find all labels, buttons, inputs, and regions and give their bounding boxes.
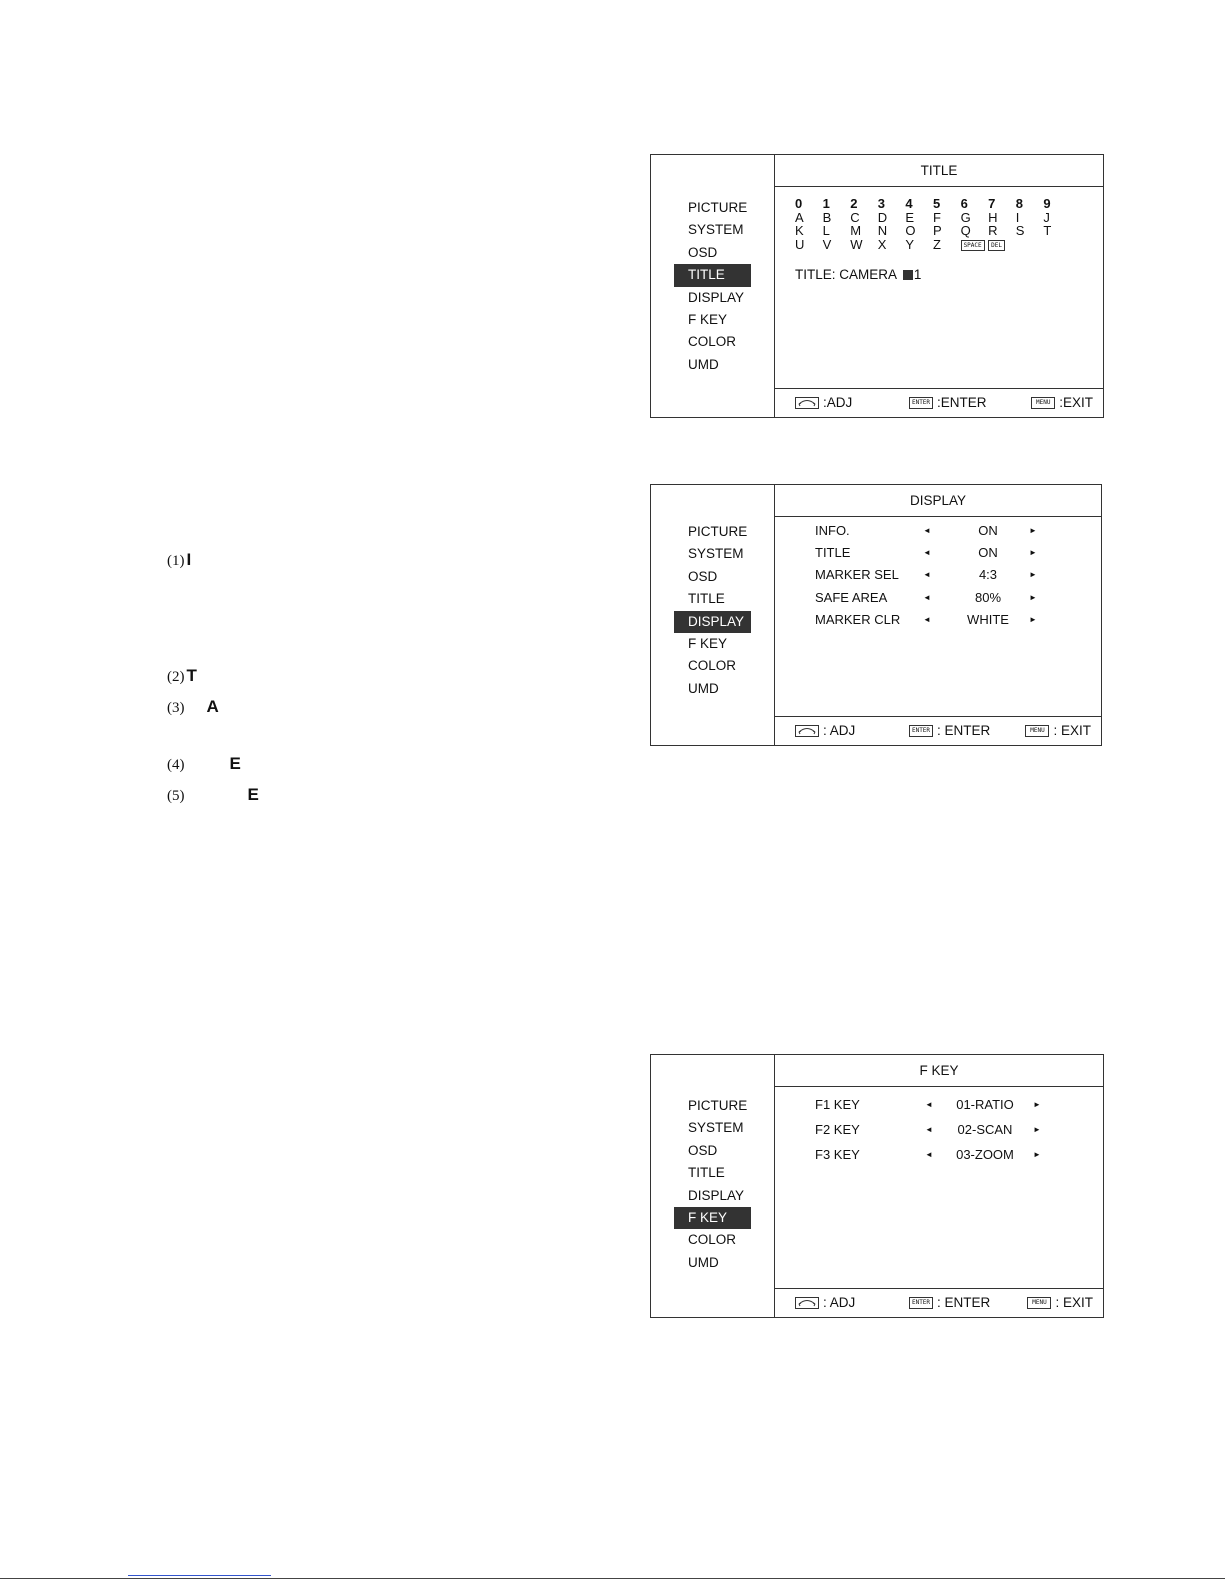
char-key[interactable]: 6 — [960, 196, 968, 211]
char-key[interactable]: K — [795, 223, 804, 238]
menu-item-umd[interactable]: UMD — [688, 680, 719, 696]
right-arrow-icon[interactable]: ► — [1029, 592, 1037, 602]
char-key[interactable]: H — [988, 209, 998, 225]
footer-link-underline — [128, 1575, 271, 1576]
char-key[interactable]: F — [932, 209, 941, 225]
char-key[interactable]: D — [877, 209, 888, 225]
char-key[interactable]: N — [877, 223, 888, 238]
setting-value: 80% — [974, 589, 1002, 605]
list-item-2 — [167, 666, 197, 686]
char-row-digits — [795, 197, 1071, 211]
char-key[interactable]: 1 — [822, 196, 830, 211]
footer-exit-label: : EXIT — [1055, 1295, 1093, 1310]
title-entry-label: TITLE: — [795, 267, 836, 282]
settings-list — [775, 1097, 1103, 1172]
menu-item-fkey[interactable]: F KEY — [688, 311, 728, 327]
char-key[interactable]: C — [850, 209, 860, 225]
osd-footer — [775, 716, 1101, 745]
char-key[interactable]: 2 — [850, 196, 858, 211]
menu-item-fkey[interactable]: F KEY — [674, 1207, 751, 1229]
menu-item-display[interactable]: DISPLAY — [688, 1187, 745, 1203]
setting-row-safe-area[interactable] — [775, 590, 1101, 612]
char-key[interactable]: L — [822, 223, 830, 238]
char-key[interactable]: 9 — [1043, 196, 1051, 211]
char-key[interactable]: A — [795, 209, 804, 225]
setting-value: ON — [978, 523, 998, 538]
menu-item-display[interactable]: DISPLAY — [688, 289, 745, 305]
menu-key-icon: MENU — [1031, 397, 1055, 409]
setting-label: F3 KEY — [815, 1147, 860, 1162]
osd-side-menu — [674, 197, 751, 376]
footer-enter — [909, 395, 987, 410]
list-lead-letter: T — [186, 666, 197, 685]
panel-title: DISPLAY — [775, 485, 1101, 517]
char-key[interactable]: 8 — [1015, 196, 1023, 211]
char-row-u-z — [795, 238, 1071, 252]
char-key[interactable]: M — [850, 223, 862, 238]
setting-label: F2 KEY — [815, 1122, 860, 1137]
right-arrow-icon[interactable]: ► — [1029, 614, 1037, 624]
osd-sidebar — [651, 1055, 775, 1317]
setting-value: ON — [978, 545, 998, 561]
right-arrow-icon[interactable]: ► — [1029, 570, 1037, 580]
list-number: (5) — [167, 788, 185, 804]
footer-adjust — [795, 723, 855, 738]
enter-key-icon: ENTER — [909, 397, 933, 409]
panel-title: TITLE — [775, 155, 1103, 187]
menu-item-title[interactable]: TITLE — [688, 591, 725, 607]
menu-item-system[interactable]: SYSTEM — [688, 222, 744, 238]
footer-exit — [1031, 395, 1093, 410]
setting-row-title[interactable] — [775, 545, 1101, 567]
char-key[interactable]: S — [1015, 223, 1025, 238]
menu-item-picture[interactable]: PICTURE — [688, 1098, 748, 1113]
menu-item-osd[interactable]: OSD — [688, 568, 718, 584]
setting-row-f3-key[interactable] — [775, 1147, 1103, 1172]
osd-footer — [775, 1288, 1103, 1317]
space-key-label: SPACE — [961, 240, 985, 251]
footer-enter-label: : ENTER — [937, 723, 991, 738]
char-key[interactable]: V — [822, 236, 832, 252]
osd-sidebar — [651, 485, 775, 745]
list-item-1 — [167, 550, 191, 570]
footer-adjust — [795, 1295, 855, 1310]
footer-adjust-label: :ADJ — [823, 395, 853, 410]
footer-exit-label: :EXIT — [1059, 395, 1093, 410]
delete-key-label: DEL — [988, 240, 1005, 251]
left-arrow-icon[interactable]: ◄ — [923, 614, 931, 624]
list-lead-letter: E — [229, 754, 241, 773]
space-key[interactable] — [961, 238, 989, 252]
settings-list — [775, 523, 1101, 634]
menu-item-color[interactable]: COLOR — [688, 1232, 737, 1248]
menu-item-title[interactable]: TITLE — [688, 1165, 725, 1181]
left-arrow-icon[interactable]: ◄ — [925, 1100, 933, 1109]
char-key[interactable]: I — [1015, 209, 1020, 225]
char-key[interactable]: T — [1043, 223, 1052, 238]
char-key[interactable]: 7 — [988, 196, 996, 211]
adjust-knob-icon — [795, 1297, 819, 1309]
char-row-a-j — [795, 211, 1071, 225]
list-lead-letter: I — [186, 550, 192, 569]
right-arrow-icon[interactable]: ► — [1033, 1125, 1041, 1134]
char-key[interactable]: Y — [905, 236, 915, 252]
title-entry-line — [795, 267, 921, 282]
footer-adjust-label: : ADJ — [823, 1295, 856, 1310]
setting-row-marker-clr[interactable] — [775, 612, 1101, 634]
list-lead-letter: E — [247, 785, 259, 804]
char-key[interactable]: R — [988, 223, 998, 238]
char-key[interactable]: U — [795, 236, 805, 252]
menu-item-umd[interactable]: UMD — [688, 1254, 719, 1270]
menu-item-system[interactable]: SYSTEM — [688, 1120, 744, 1136]
osd-side-menu — [674, 1095, 751, 1274]
setting-value: 4:3 — [978, 567, 998, 583]
menu-item-osd[interactable]: OSD — [688, 1142, 718, 1158]
title-entry-suffix: 1 — [913, 267, 922, 282]
osd-display-screen — [650, 484, 1102, 746]
char-key[interactable]: 4 — [905, 196, 913, 211]
setting-row-f1-key[interactable] — [775, 1097, 1103, 1122]
char-key[interactable]: W — [850, 236, 863, 252]
char-key[interactable]: Q — [960, 223, 971, 238]
char-key[interactable]: X — [877, 236, 887, 252]
enter-key-icon: ENTER — [909, 1297, 933, 1309]
char-key[interactable]: E — [905, 209, 915, 225]
delete-key[interactable] — [988, 238, 1016, 252]
list-number: (1) — [167, 553, 185, 569]
footer-exit — [1025, 723, 1091, 738]
menu-item-osd[interactable]: OSD — [688, 244, 718, 260]
setting-label: SAFE AREA — [815, 589, 888, 605]
left-arrow-icon[interactable]: ◄ — [923, 548, 931, 558]
right-arrow-icon[interactable]: ► — [1033, 1100, 1041, 1109]
setting-label: INFO. — [815, 523, 850, 538]
setting-label: MARKER SEL — [815, 567, 899, 583]
setting-value: WHITE — [967, 611, 1009, 627]
setting-value: 03-ZOOM — [956, 1147, 1014, 1162]
char-key[interactable]: 3 — [877, 196, 886, 211]
list-number: (4) — [167, 757, 185, 773]
adjust-knob-icon — [795, 725, 819, 737]
osd-main-panel — [775, 1055, 1103, 1317]
setting-row-marker-sel[interactable] — [775, 567, 1101, 589]
osd-main-panel — [775, 155, 1103, 417]
menu-item-system[interactable]: SYSTEM — [688, 546, 744, 562]
setting-label: TITLE — [815, 545, 851, 561]
menu-item-picture[interactable]: PICTURE — [688, 200, 748, 215]
footer-enter-label: :ENTER — [937, 395, 987, 410]
setting-row-f2-key[interactable] — [775, 1122, 1103, 1147]
char-key[interactable]: G — [960, 209, 971, 225]
text-cursor-icon — [903, 270, 913, 280]
left-arrow-icon[interactable]: ◄ — [925, 1125, 933, 1134]
menu-item-color[interactable]: COLOR — [688, 334, 737, 350]
char-key[interactable]: B — [822, 209, 832, 225]
char-key[interactable]: P — [932, 223, 942, 238]
footer-adjust — [795, 395, 852, 410]
menu-item-umd[interactable]: UMD — [688, 356, 719, 372]
setting-value: 02-SCAN — [957, 1122, 1013, 1137]
char-key[interactable]: J — [1043, 209, 1050, 225]
setting-label: MARKER CLR — [815, 611, 901, 627]
setting-row-info[interactable] — [775, 523, 1101, 545]
menu-item-color[interactable]: COLOR — [688, 658, 737, 674]
menu-key-icon: MENU — [1027, 1297, 1051, 1309]
menu-item-picture[interactable]: PICTURE — [688, 524, 748, 539]
left-arrow-icon[interactable]: ◄ — [923, 592, 931, 602]
list-number: (2) — [167, 669, 185, 685]
footer-exit-label: : EXIT — [1053, 723, 1091, 738]
character-grid — [795, 197, 1071, 251]
adjust-knob-icon — [795, 397, 819, 409]
footer-adjust-label: : ADJ — [823, 723, 856, 738]
menu-item-fkey[interactable]: F KEY — [688, 635, 728, 651]
list-item-5 — [167, 785, 259, 805]
footer-exit — [1027, 1295, 1093, 1310]
list-item-3 — [167, 697, 219, 717]
right-arrow-icon[interactable]: ► — [1029, 548, 1037, 558]
footer-enter — [909, 723, 990, 738]
right-arrow-icon[interactable]: ► — [1033, 1150, 1041, 1159]
list-item-4 — [167, 754, 241, 774]
osd-main-panel — [775, 485, 1101, 745]
menu-item-title[interactable]: TITLE — [674, 264, 751, 286]
enter-key-icon: ENTER — [909, 725, 933, 737]
osd-sidebar — [651, 155, 775, 417]
left-arrow-icon[interactable]: ◄ — [923, 526, 931, 535]
title-entry-value[interactable]: CAMERA — [839, 267, 898, 282]
menu-key-icon: MENU — [1025, 725, 1049, 737]
footer-enter — [909, 1295, 990, 1310]
list-lead-letter: A — [206, 697, 219, 716]
osd-footer — [775, 388, 1103, 417]
char-key[interactable]: 5 — [932, 196, 941, 211]
char-key[interactable]: O — [905, 223, 916, 238]
char-key[interactable]: Z — [932, 236, 941, 252]
setting-value: 01-RATIO — [956, 1097, 1014, 1112]
menu-item-display[interactable]: DISPLAY — [674, 611, 751, 633]
left-arrow-icon[interactable]: ◄ — [923, 570, 931, 580]
osd-side-menu — [674, 521, 751, 700]
osd-fkey-screen — [650, 1054, 1104, 1318]
footer-enter-label: : ENTER — [937, 1295, 991, 1310]
right-arrow-icon[interactable]: ► — [1029, 526, 1037, 535]
left-arrow-icon[interactable]: ◄ — [925, 1150, 933, 1159]
footer-rule — [0, 1578, 1225, 1579]
list-number: (3) — [167, 700, 185, 716]
osd-title-screen — [650, 154, 1104, 418]
setting-label: F1 KEY — [815, 1097, 860, 1112]
char-key[interactable]: 0 — [795, 196, 803, 211]
char-row-k-t — [795, 224, 1071, 238]
panel-title: F KEY — [775, 1055, 1103, 1087]
